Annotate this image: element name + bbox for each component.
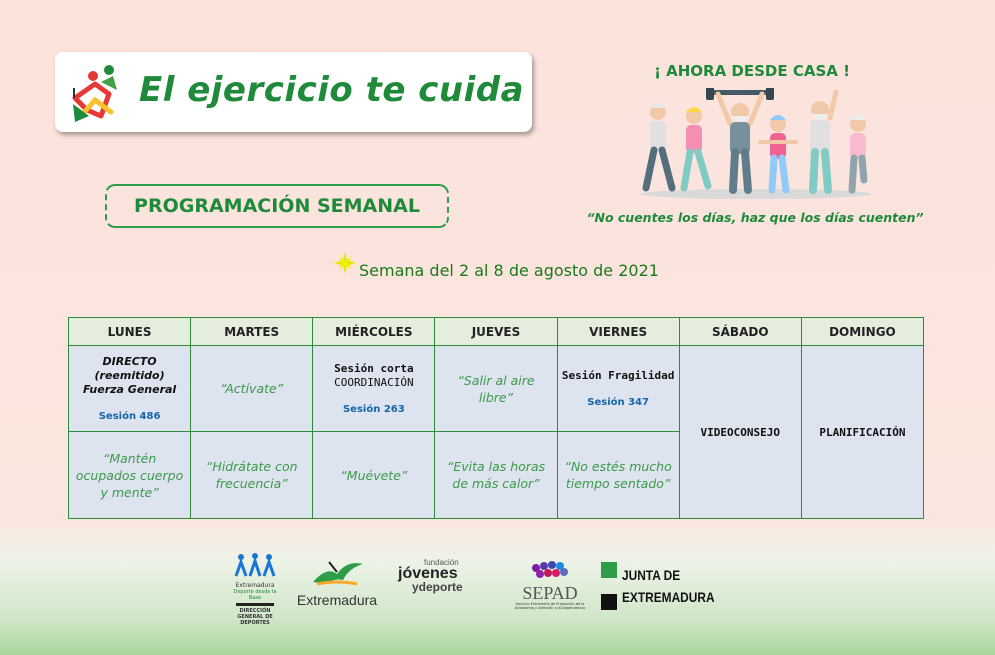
day-header-domingo: DOMINGO [801, 318, 923, 346]
logo1-caption: DIRECCIÓN GENERAL DE DEPORTES [237, 608, 273, 626]
cell-miercoles-session [313, 346, 435, 432]
weekly-schedule-table [68, 317, 924, 519]
lunes-line1: DIRECTO [102, 355, 157, 368]
cell-jueves-tip [435, 346, 557, 432]
viernes-tip: “No estés mucho tiempo sentado” [564, 459, 672, 491]
martes-tip2: “Hidrátate con frecuencia” [205, 459, 298, 491]
logo1-name: Extremadura [235, 582, 275, 589]
program-label: PROGRAMACIÓN SEMANAL [134, 195, 420, 217]
seniors-exercising-illustration [636, 88, 876, 200]
cell-viernes-tip [557, 432, 679, 519]
black-square-icon [601, 594, 617, 610]
day-header-viernes: VIERNES [557, 318, 679, 346]
logo3-name1: jóvenes [398, 565, 458, 582]
tagline: ¡ AHORA DESDE CASA ! [654, 62, 850, 80]
logo1-sub: Deporte desde la Base [233, 589, 277, 601]
miercoles-session-number: Sesión 263 [342, 404, 405, 415]
program-label-box [105, 184, 449, 228]
logo-direccion-deportes [232, 552, 278, 626]
logo4-sub: Servicio Extremeño de Promoción de la Autonomía y Atención a la Dependencia [514, 602, 586, 610]
viernes-line1: Sesión Fragilidad [561, 369, 675, 382]
logo-sepad [508, 560, 592, 612]
day-header-lunes: LUNES [69, 318, 191, 346]
logo-fundacion-jovenes-deporte [398, 558, 490, 608]
jueves-tip2: “Evita las horas de más calor” [446, 459, 546, 491]
cell-lunes-session [69, 346, 191, 432]
miercoles-line1: Sesión corta [334, 362, 414, 375]
logo4-name: SEPAD [522, 583, 578, 603]
cell-viernes-session [557, 346, 679, 432]
day-header-sabado: SÁBADO [679, 318, 801, 346]
lunes-session-number: Sesión 486 [98, 411, 161, 422]
cell-miercoles-tip [313, 432, 435, 519]
green-square-icon [601, 562, 617, 578]
day-header-jueves: JUEVES [435, 318, 557, 346]
week-label: Semana del 2 al 8 de agosto de 2021 [359, 261, 659, 280]
cell-sabado [679, 346, 801, 519]
martes-tip: “Actívate” [220, 381, 284, 396]
sabado-activity: VIDEOCONSEJO [700, 425, 781, 439]
cell-martes-tip2 [191, 432, 313, 519]
logo5-line1: JUNTA DE [622, 567, 681, 583]
page-title: El ejercicio te cuida [139, 70, 525, 110]
logo-extremadura-tourism [292, 556, 382, 612]
day-header-martes: MARTES [191, 318, 313, 346]
logo2-name: Extremadura [296, 592, 378, 608]
miercoles-tip: “Muévete” [340, 467, 408, 483]
day-header-miercoles: MIÉRCOLES [313, 318, 435, 346]
table-row [69, 346, 924, 432]
cell-martes-tip [191, 346, 313, 432]
cell-domingo [801, 346, 923, 519]
lunes-line2: (reemitido) [94, 369, 165, 382]
dots-cluster-icon [528, 560, 572, 580]
logo3-pre: fundación [424, 558, 459, 567]
lunes-line3: Fuerza General [82, 383, 177, 396]
lunes-tip: “Mantén ocupados cuerpo y mente” [75, 450, 184, 500]
viernes-session-number: Sesión 347 [587, 397, 649, 408]
stork-bird-icon [307, 556, 367, 588]
cell-lunes-tip [69, 432, 191, 519]
people-figures-icon [232, 552, 278, 578]
jueves-tip: “Salir al aire libre” [457, 372, 535, 405]
miercoles-line2: COORDINACIÓN [334, 376, 414, 389]
domingo-activity: PLANIFICACIÓN [819, 425, 906, 439]
title-banner [55, 52, 532, 132]
cell-jueves-tip2 [435, 432, 557, 519]
table-header-row [69, 318, 924, 346]
logo3-name2: ydeporte [412, 580, 463, 594]
exercise-logo-icon [65, 60, 121, 124]
logo-junta-extremadura [601, 562, 721, 610]
sun-star-icon [334, 252, 356, 274]
logo5-line2: EXTREMADURA [622, 589, 715, 605]
motivational-quote: “No cuentes los días, haz que los días cuenten” [586, 210, 924, 225]
